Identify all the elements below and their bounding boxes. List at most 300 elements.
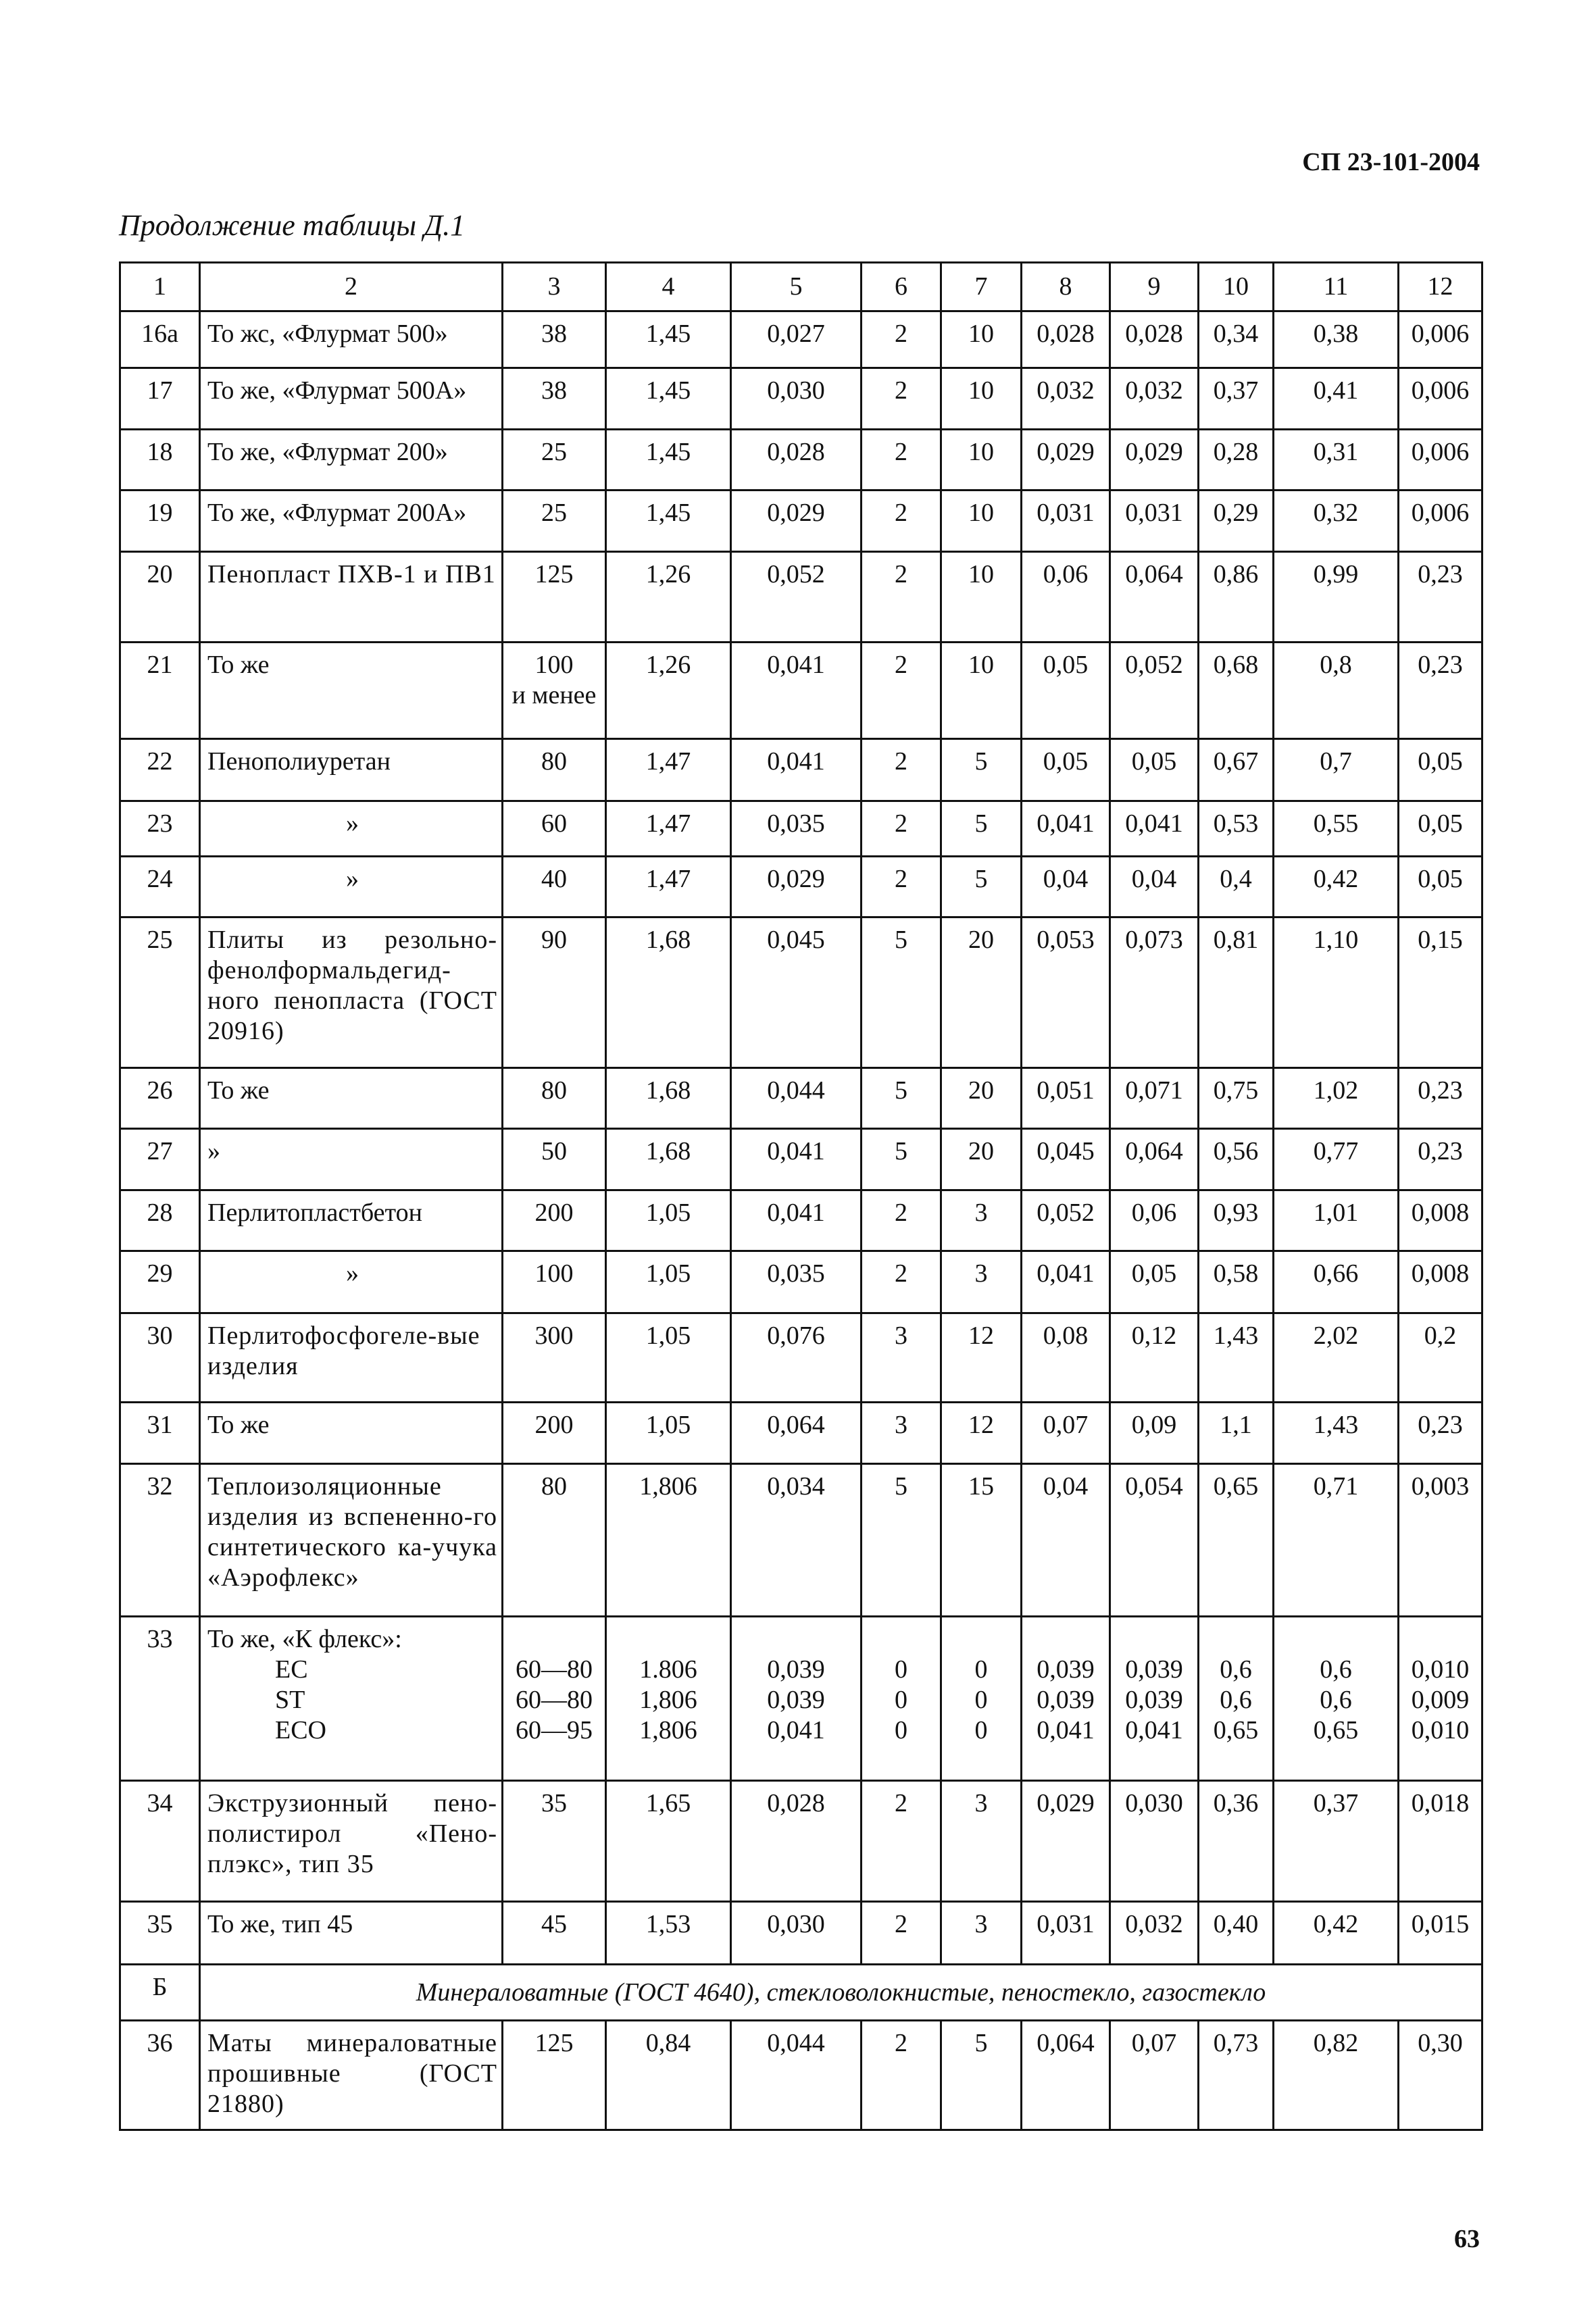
value-cell-c8: 0,028 bbox=[1022, 311, 1110, 368]
value-cell-c9: 0,029 bbox=[1110, 430, 1199, 491]
value-cell-c3: 25 bbox=[503, 430, 606, 491]
value-cell-c6: 2 bbox=[862, 552, 941, 643]
value-cell-c3 bbox=[503, 1617, 606, 1781]
value-cell-c7: 5 bbox=[941, 739, 1022, 801]
value-cell-c4: 1,47 bbox=[606, 801, 731, 857]
value-cell-c7: 10 bbox=[941, 491, 1022, 552]
subtype-value: 1,806 bbox=[639, 1686, 697, 1714]
subtype-value: 0 bbox=[895, 1716, 907, 1744]
value-cell-c4: 1,47 bbox=[606, 739, 731, 801]
value-cell-c9: 0,073 bbox=[1110, 917, 1199, 1068]
material-subtype-name: ECO bbox=[275, 1716, 326, 1744]
value-cell-c3: 80 bbox=[503, 1464, 606, 1617]
value-cell-c12: 0,006 bbox=[1399, 430, 1482, 491]
value-cell-c8: 0,032 bbox=[1022, 368, 1110, 430]
value-cell-c5: 0,028 bbox=[731, 430, 862, 491]
value-cell-c8: 0,05 bbox=[1022, 643, 1110, 739]
value-cell-c11: 0,37 bbox=[1274, 1781, 1399, 1902]
value-cell-c11: 0,77 bbox=[1274, 1129, 1399, 1190]
subtype-value: 0,6 bbox=[1220, 1655, 1252, 1684]
value-cell-c3: 200 bbox=[503, 1190, 606, 1251]
value-cell-c10: 0,73 bbox=[1199, 2021, 1274, 2130]
value-cell-c5: 0,064 bbox=[731, 1403, 862, 1464]
material-name-cell: То же, «Флурмат 500А» bbox=[200, 368, 503, 430]
subtype-value: 0 bbox=[895, 1686, 907, 1714]
value-cell-c7: 5 bbox=[941, 2021, 1022, 2130]
table-row bbox=[120, 430, 1482, 491]
value-cell-c5: 0,029 bbox=[731, 491, 862, 552]
subtype-value: 0,041 bbox=[1037, 1716, 1095, 1744]
value-cell-c7: 10 bbox=[941, 368, 1022, 430]
value-cell-c11: 0,41 bbox=[1274, 368, 1399, 430]
value-cell-c6: 2 bbox=[862, 1781, 941, 1902]
value-cell-c5: 0,044 bbox=[731, 2021, 862, 2130]
value-cell-c9: 0,031 bbox=[1110, 491, 1199, 552]
table-row bbox=[120, 1403, 1482, 1464]
subtype-value: 0,039 bbox=[1125, 1655, 1183, 1684]
table-row bbox=[120, 1068, 1482, 1129]
table-row bbox=[120, 739, 1482, 801]
table-row bbox=[120, 1965, 1482, 2021]
value-cell-c4: 1,53 bbox=[606, 1902, 731, 1965]
table-row bbox=[120, 801, 1482, 857]
value-cell-c12: 0,05 bbox=[1399, 801, 1482, 857]
row-number-cell: 28 bbox=[120, 1190, 200, 1251]
value-cell-c4: 1,68 bbox=[606, 1129, 731, 1190]
table-row bbox=[120, 1190, 1482, 1251]
value-cell-c8: 0,08 bbox=[1022, 1313, 1110, 1403]
value-cell-c9 bbox=[1110, 1617, 1199, 1781]
table-row bbox=[120, 368, 1482, 430]
row-number-cell: 24 bbox=[120, 857, 200, 917]
value-cell-c8: 0,06 bbox=[1022, 552, 1110, 643]
value-cell-c6: 2 bbox=[862, 491, 941, 552]
value-cell-c5: 0,044 bbox=[731, 1068, 862, 1129]
material-name-cell: Перлитофосфогеле-вые изделия bbox=[200, 1313, 503, 1403]
value-cell-c4: 1,05 bbox=[606, 1251, 731, 1313]
value-cell-c4: 1,26 bbox=[606, 552, 731, 643]
spacer bbox=[609, 1624, 727, 1655]
value-cell-c3: 45 bbox=[503, 1902, 606, 1965]
value-cell-c3: 80 bbox=[503, 1068, 606, 1129]
value-cell-c7: 12 bbox=[941, 1403, 1022, 1464]
material-name-cell: То же bbox=[200, 643, 503, 739]
value-cell-c12: 0,23 bbox=[1399, 1129, 1482, 1190]
subtype-value: 0,65 bbox=[1213, 1716, 1259, 1744]
subtype-value: 60—95 bbox=[516, 1716, 593, 1744]
value-cell-c5: 0,041 bbox=[731, 643, 862, 739]
value-cell-c4: 1,65 bbox=[606, 1781, 731, 1902]
row-number-cell: 27 bbox=[120, 1129, 200, 1190]
value-cell-c8: 0,053 bbox=[1022, 917, 1110, 1068]
row-number-cell: 22 bbox=[120, 739, 200, 801]
value-cell-c9: 0,09 bbox=[1110, 1403, 1199, 1464]
subtype-value: 0,041 bbox=[767, 1716, 825, 1744]
value-cell-c3 bbox=[503, 643, 606, 739]
value-cell-c6: 5 bbox=[862, 1068, 941, 1129]
value-cell-c5: 0,045 bbox=[731, 917, 862, 1068]
value-cell-c3: 200 bbox=[503, 1403, 606, 1464]
subtype-value: 0,6 bbox=[1320, 1655, 1352, 1684]
value-cell-c12: 0,006 bbox=[1399, 311, 1482, 368]
value-cell-c11: 0,55 bbox=[1274, 801, 1399, 857]
subtype-value: 0 bbox=[974, 1655, 988, 1684]
value-cell-c11: 0,31 bbox=[1274, 430, 1399, 491]
value-cell-c11 bbox=[1274, 1617, 1399, 1781]
value-cell-c11: 0,32 bbox=[1274, 491, 1399, 552]
value-cell-c12: 0,003 bbox=[1399, 1464, 1482, 1617]
table-row bbox=[120, 491, 1482, 552]
material-name-cell: » bbox=[200, 1251, 503, 1313]
value-cell-c10: 0,58 bbox=[1199, 1251, 1274, 1313]
subtype-value: 0,009 bbox=[1411, 1686, 1470, 1714]
value-cell-c3: 40 bbox=[503, 857, 606, 917]
column-header: 8 bbox=[1022, 263, 1110, 311]
value-cell-c3: 90 bbox=[503, 917, 606, 1068]
subtype-value: 0 bbox=[895, 1655, 907, 1684]
value-cell-c10: 0,40 bbox=[1199, 1902, 1274, 1965]
value-cell-c11: 0,42 bbox=[1274, 1902, 1399, 1965]
value-cell-c6: 2 bbox=[862, 739, 941, 801]
value-cell-c7: 12 bbox=[941, 1313, 1022, 1403]
material-name-cell: Перлитопластбетон bbox=[200, 1190, 503, 1251]
value-cell-c5: 0,034 bbox=[731, 1464, 862, 1617]
material-name-cell: Экструзионный пено-полистирол «Пено-плэкс», тип 35 bbox=[200, 1781, 503, 1902]
value-cell-c5: 0,076 bbox=[731, 1313, 862, 1403]
column-header: 5 bbox=[731, 263, 862, 311]
row-number-cell: 25 bbox=[120, 917, 200, 1068]
value-cell-c9: 0,030 bbox=[1110, 1781, 1199, 1902]
value-cell-c12: 0,018 bbox=[1399, 1781, 1482, 1902]
column-header: 3 bbox=[503, 263, 606, 311]
row-number-cell: 19 bbox=[120, 491, 200, 552]
value-cell-c10: 0,81 bbox=[1199, 917, 1274, 1068]
subtype-value: 0 bbox=[974, 1686, 988, 1714]
value-cell-c7: 10 bbox=[941, 643, 1022, 739]
section-title-cell: Минераловатные (ГОСТ 4640), стекловолокнистые, пеностекло, газостекло bbox=[200, 1965, 1482, 2021]
value-cell-c10: 0,34 bbox=[1199, 311, 1274, 368]
value-cell-c5: 0,030 bbox=[731, 368, 862, 430]
row-number-cell: 30 bbox=[120, 1313, 200, 1403]
value-cell-c7: 10 bbox=[941, 430, 1022, 491]
value-cell-c8: 0,052 bbox=[1022, 1190, 1110, 1251]
row-number-cell: 21 bbox=[120, 643, 200, 739]
value-cell-c3: 35 bbox=[503, 1781, 606, 1902]
spacer bbox=[865, 1624, 937, 1655]
value-cell-c11: 0,99 bbox=[1274, 552, 1399, 643]
value-cell-c4: 0,84 bbox=[606, 2021, 731, 2130]
subtype-value: 60—80 bbox=[516, 1655, 593, 1684]
value-cell-c10: 0,37 bbox=[1199, 368, 1274, 430]
value-cell-c12: 0,015 bbox=[1399, 1902, 1482, 1965]
material-name-cell: Пенополиуретан bbox=[200, 739, 503, 801]
value-cell-c9: 0,06 bbox=[1110, 1190, 1199, 1251]
value-cell-c6: 5 bbox=[862, 1129, 941, 1190]
value-cell-c3: 125 bbox=[503, 2021, 606, 2130]
value-cell-c3: 25 bbox=[503, 491, 606, 552]
value-cell-c12: 0,23 bbox=[1399, 643, 1482, 739]
subtype-value: 0,010 bbox=[1411, 1716, 1470, 1744]
material-name-cell: Маты минераловатные прошивные (ГОСТ 21880) bbox=[200, 2021, 503, 2130]
material-name-cell: То же, «Флурмат 200» bbox=[200, 430, 503, 491]
column-header: 12 bbox=[1399, 263, 1482, 311]
value-cell-c11: 0,42 bbox=[1274, 857, 1399, 917]
row-number-cell: 18 bbox=[120, 430, 200, 491]
value-cell-c7: 3 bbox=[941, 1781, 1022, 1902]
value-cell-c8: 0,031 bbox=[1022, 491, 1110, 552]
value-cell-c8: 0,041 bbox=[1022, 801, 1110, 857]
value-cell-c9: 0,064 bbox=[1110, 1129, 1199, 1190]
value-cell-c12: 0,006 bbox=[1399, 368, 1482, 430]
table-header-row bbox=[120, 263, 1482, 311]
table-row bbox=[120, 1464, 1482, 1617]
row-number-cell: 23 bbox=[120, 801, 200, 857]
value-cell-c4: 1,05 bbox=[606, 1313, 731, 1403]
value-cell-c8: 0,05 bbox=[1022, 739, 1110, 801]
value-cell-c5: 0,027 bbox=[731, 311, 862, 368]
value-cell-c3: 100 bbox=[503, 1251, 606, 1313]
value-cell-c10: 0,56 bbox=[1199, 1129, 1274, 1190]
value-cell-c6: 2 bbox=[862, 1251, 941, 1313]
value-cell-c6: 2 bbox=[862, 368, 941, 430]
value-cell-c6: 2 bbox=[862, 801, 941, 857]
value-cell-c6: 5 bbox=[862, 1464, 941, 1617]
value-cell-c10: 0,53 bbox=[1199, 801, 1274, 857]
value-cell-c10: 1,43 bbox=[1199, 1313, 1274, 1403]
spacer bbox=[734, 1624, 857, 1655]
value-cell-c12: 0,05 bbox=[1399, 739, 1482, 801]
value-cell-c4: 1,68 bbox=[606, 917, 731, 1068]
spacer bbox=[1202, 1624, 1270, 1655]
value-cell-c10: 0,86 bbox=[1199, 552, 1274, 643]
value-cell-c12: 0,23 bbox=[1399, 1068, 1482, 1129]
row-number-cell: 36 bbox=[120, 2021, 200, 2130]
density-qualifier: и менее bbox=[512, 681, 597, 709]
value-cell-c11: 1,02 bbox=[1274, 1068, 1399, 1129]
value-cell-c9: 0,12 bbox=[1110, 1313, 1199, 1403]
value-cell-c8: 0,064 bbox=[1022, 2021, 1110, 2130]
value-cell-c4: 1,05 bbox=[606, 1190, 731, 1251]
value-cell-c3: 125 bbox=[503, 552, 606, 643]
value-cell-c4: 1,806 bbox=[606, 1464, 731, 1617]
value-cell-c5: 0,041 bbox=[731, 739, 862, 801]
value-cell-c5: 0,035 bbox=[731, 1251, 862, 1313]
value-cell-c6: 2 bbox=[862, 430, 941, 491]
value-cell-c4 bbox=[606, 1617, 731, 1781]
subtype-value: 0,6 bbox=[1320, 1686, 1352, 1714]
row-number-cell: 34 bbox=[120, 1781, 200, 1902]
table-row bbox=[120, 1251, 1482, 1313]
row-number-cell: 35 bbox=[120, 1902, 200, 1965]
material-name-cell bbox=[200, 1617, 503, 1781]
table-row bbox=[120, 857, 1482, 917]
value-cell-c5: 0,029 bbox=[731, 857, 862, 917]
value-cell-c7: 10 bbox=[941, 552, 1022, 643]
material-name-cell: То же, тип 45 bbox=[200, 1902, 503, 1965]
value-cell-c9: 0,028 bbox=[1110, 311, 1199, 368]
table-row bbox=[120, 643, 1482, 739]
value-cell-c9: 0,032 bbox=[1110, 368, 1199, 430]
table-row bbox=[120, 917, 1482, 1068]
spacer bbox=[506, 1624, 602, 1655]
row-number-cell: Б bbox=[120, 1965, 200, 2021]
value-cell-c12: 0,23 bbox=[1399, 1403, 1482, 1464]
table-row bbox=[120, 1617, 1482, 1781]
value-cell-c8: 0,04 bbox=[1022, 857, 1110, 917]
material-name-cell: » bbox=[200, 857, 503, 917]
continuation-title: Продолжение таблицы Д.1 bbox=[119, 209, 466, 242]
table-row bbox=[120, 1313, 1482, 1403]
value-cell-c11: 0,71 bbox=[1274, 1464, 1399, 1617]
value-cell-c11: 1,01 bbox=[1274, 1190, 1399, 1251]
value-cell-c12: 0,006 bbox=[1399, 491, 1482, 552]
value-cell-c7: 15 bbox=[941, 1464, 1022, 1617]
value-cell-c7: 3 bbox=[941, 1190, 1022, 1251]
spacer bbox=[945, 1624, 1018, 1655]
value-cell-c12: 0,05 bbox=[1399, 857, 1482, 917]
value-cell-c5: 0,030 bbox=[731, 1902, 862, 1965]
value-cell-c10: 1,1 bbox=[1199, 1403, 1274, 1464]
spacer bbox=[1114, 1624, 1195, 1655]
spacer bbox=[1402, 1624, 1478, 1655]
value-cell-c5: 0,052 bbox=[731, 552, 862, 643]
value-cell-c3: 80 bbox=[503, 739, 606, 801]
value-cell-c11: 0,38 bbox=[1274, 311, 1399, 368]
value-cell-c4: 1,68 bbox=[606, 1068, 731, 1129]
subtype-value: 1.806 bbox=[639, 1655, 697, 1684]
value-cell-c10: 0,68 bbox=[1199, 643, 1274, 739]
page-number: 63 bbox=[1454, 2225, 1480, 2253]
material-name-cell: » bbox=[200, 801, 503, 857]
value-cell-c12: 0,30 bbox=[1399, 2021, 1482, 2130]
value-cell-c9: 0,05 bbox=[1110, 1251, 1199, 1313]
value-cell-c9: 0,05 bbox=[1110, 739, 1199, 801]
column-header: 7 bbox=[941, 263, 1022, 311]
material-name-cell: Плиты из резольно-фенолформальдегид-ного пенопласта (ГОСТ 20916) bbox=[200, 917, 503, 1068]
value-cell-c8: 0,04 bbox=[1022, 1464, 1110, 1617]
value-cell-c4: 1,45 bbox=[606, 368, 731, 430]
row-number-cell: 20 bbox=[120, 552, 200, 643]
value-cell-c10 bbox=[1199, 1617, 1274, 1781]
value-cell-c6: 3 bbox=[862, 1403, 941, 1464]
value-cell-c6: 2 bbox=[862, 311, 941, 368]
value-cell-c10: 0,65 bbox=[1199, 1464, 1274, 1617]
value-cell-c12: 0,15 bbox=[1399, 917, 1482, 1068]
material-name-cell: » bbox=[200, 1129, 503, 1190]
spacer bbox=[1025, 1624, 1106, 1655]
value-cell-c8: 0,031 bbox=[1022, 1902, 1110, 1965]
value-cell-c12: 0,2 bbox=[1399, 1313, 1482, 1403]
row-number-cell: 32 bbox=[120, 1464, 200, 1617]
subtype-value: 1,806 bbox=[639, 1716, 697, 1744]
value-cell-c8: 0,041 bbox=[1022, 1251, 1110, 1313]
value-cell-c11: 2,02 bbox=[1274, 1313, 1399, 1403]
value-cell-c4: 1,26 bbox=[606, 643, 731, 739]
value-cell-c12: 0,23 bbox=[1399, 552, 1482, 643]
value-cell-c5 bbox=[731, 1617, 862, 1781]
subtype-value: 0,039 bbox=[1125, 1686, 1183, 1714]
row-number-cell: 16а bbox=[120, 311, 200, 368]
value-cell-c8: 0,029 bbox=[1022, 1781, 1110, 1902]
value-cell-c11: 0,66 bbox=[1274, 1251, 1399, 1313]
table-row bbox=[120, 1902, 1482, 1965]
material-subtype-name: ЕС bbox=[275, 1655, 308, 1684]
subtype-value: 0 bbox=[974, 1716, 988, 1744]
value-cell-c7: 10 bbox=[941, 311, 1022, 368]
value-cell-c4: 1,47 bbox=[606, 857, 731, 917]
value-cell-c4: 1,45 bbox=[606, 491, 731, 552]
value-cell-c6: 2 bbox=[862, 1902, 941, 1965]
value-cell-c10: 0,36 bbox=[1199, 1781, 1274, 1902]
value-cell-c7: 5 bbox=[941, 857, 1022, 917]
subtype-value: 0,041 bbox=[1125, 1716, 1183, 1744]
value-cell-c8 bbox=[1022, 1617, 1110, 1781]
value-cell-c6: 2 bbox=[862, 2021, 941, 2130]
value-cell-c9: 0,071 bbox=[1110, 1068, 1199, 1129]
value-cell-c11: 0,8 bbox=[1274, 643, 1399, 739]
material-name-cell: То же bbox=[200, 1068, 503, 1129]
value-cell-c6: 2 bbox=[862, 643, 941, 739]
value-cell-c7 bbox=[941, 1617, 1022, 1781]
document-code: СП 23-101-2004 bbox=[1302, 148, 1480, 176]
row-number-cell: 31 bbox=[120, 1403, 200, 1464]
table-row bbox=[120, 552, 1482, 643]
value-cell-c9: 0,041 bbox=[1110, 801, 1199, 857]
table-row bbox=[120, 1781, 1482, 1902]
value-cell-c7: 3 bbox=[941, 1251, 1022, 1313]
value-cell-c3: 38 bbox=[503, 311, 606, 368]
material-name-cell: То жс, «Флурмат 500» bbox=[200, 311, 503, 368]
material-name-cell: Пенопласт ПХВ-1 и ПВ1 bbox=[200, 552, 503, 643]
value-cell-c6: 2 bbox=[862, 857, 941, 917]
row-number-cell: 33 bbox=[120, 1617, 200, 1781]
value-cell-c4: 1,45 bbox=[606, 311, 731, 368]
subtype-value: 0,039 bbox=[767, 1686, 825, 1714]
value-cell-c3: 300 bbox=[503, 1313, 606, 1403]
spacer bbox=[1277, 1624, 1395, 1655]
value-cell-c11: 1,43 bbox=[1274, 1403, 1399, 1464]
value-cell-c10: 0,4 bbox=[1199, 857, 1274, 917]
row-number-cell: 26 bbox=[120, 1068, 200, 1129]
value-cell-c7: 5 bbox=[941, 801, 1022, 857]
row-number-cell: 29 bbox=[120, 1251, 200, 1313]
material-name-cell: Теплоизоляционные изделия из вспененно-го синтетического ка-учука «Аэрофлекс» bbox=[200, 1464, 503, 1617]
materials-table bbox=[119, 261, 1483, 2131]
value-cell-c12: 0,008 bbox=[1399, 1251, 1482, 1313]
subtype-value: 0,65 bbox=[1313, 1716, 1359, 1744]
row-number-cell: 17 bbox=[120, 368, 200, 430]
value-cell-c10: 0,67 bbox=[1199, 739, 1274, 801]
column-header: 2 bbox=[200, 263, 503, 311]
density-value: 100 bbox=[534, 651, 574, 679]
value-cell-c10: 0,28 bbox=[1199, 430, 1274, 491]
value-cell-c9: 0,054 bbox=[1110, 1464, 1199, 1617]
value-cell-c10: 0,75 bbox=[1199, 1068, 1274, 1129]
value-cell-c4: 1,45 bbox=[606, 430, 731, 491]
value-cell-c6 bbox=[862, 1617, 941, 1781]
subtype-value: 0,010 bbox=[1411, 1655, 1470, 1684]
value-cell-c8: 0,029 bbox=[1022, 430, 1110, 491]
subtype-value: 0,6 bbox=[1220, 1686, 1252, 1714]
value-cell-c12 bbox=[1399, 1617, 1482, 1781]
value-cell-c7: 20 bbox=[941, 1129, 1022, 1190]
table-row bbox=[120, 311, 1482, 368]
value-cell-c6: 2 bbox=[862, 1190, 941, 1251]
value-cell-c5: 0,028 bbox=[731, 1781, 862, 1902]
value-cell-c3: 38 bbox=[503, 368, 606, 430]
table-body bbox=[120, 263, 1482, 2130]
material-name-cell: То же bbox=[200, 1403, 503, 1464]
